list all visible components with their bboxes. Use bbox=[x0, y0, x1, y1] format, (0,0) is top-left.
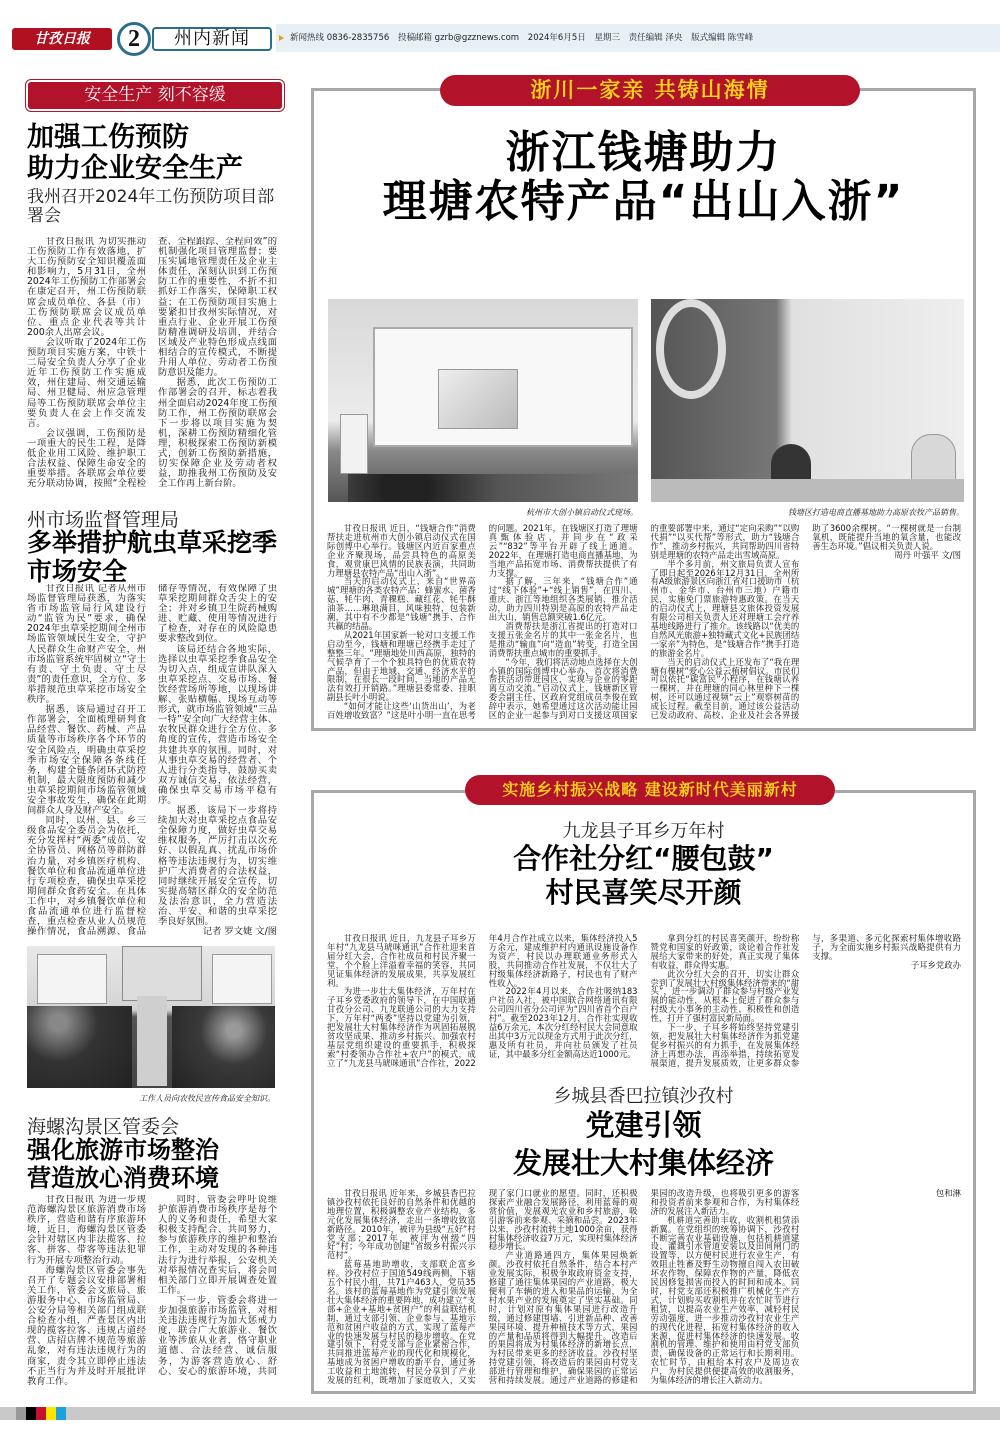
paragraph: 2022年4月以来，合作社吸纳183户社员入社，被中国联合网络通讯有限公司四川省分公司评为“四川省首个百户村”。截至2023年12月，合作社实现收益6万余元，本次分红经村民大会同意取出其中3万元以现金方式用于此次分红，惠及所有社员，并向社员颁发了社员证，其中最多分红金额高达近1000元。 bbox=[488, 986, 638, 1059]
paragraph: 海螺沟景区管委会事先召开了专题会议安排部署相关工作，管委会文旅局、旅游服务中心、市场监管局、公安分局等相关部门组成联合检查小组，严查景区内出现的揽客拉客、违规占道经营、店招店牌不规范等旅游乱象，对有违法违规行为的商家，责令其立即停止违法不正当行为并及时开展批评教育工作。 bbox=[27, 1264, 146, 1387]
paragraph: 据了解，三年来，“钱塘合作”通过“线下体验”+“线上销售”，在四川、重庆、浙江等地组织各类展销、推介活动，助力四川特别是高原的农特产品走出大山，销售总额突破1.6亿元。 bbox=[488, 576, 638, 623]
byline: 记者 罗文婕 文/图 bbox=[202, 926, 277, 938]
registration-swatch bbox=[16, 1407, 26, 1420]
photo-caption: 钱塘区打造电商直播基地助力高原农牧产品销售。 bbox=[788, 508, 964, 517]
editor: 责任编辑 泽央 bbox=[628, 33, 683, 43]
paragraph: 为进一步壮大集体经济，万年村在子耳乡党委政府的领导下，在中国联通甘孜分公司、九龙联通公司的大力支持下，万年村“两委”坚持以党建为引领，把发展壮大村集体经济作为巩固拓展脱贫攻坚成果、推动乡村振兴、加强农村基层党组织建设的重要抓手，积极探索“村委领办合作社+农户”的模式，成立了“九龙县马琥咪通讯”合作社，2022年4月合作社成立以来，集体经济投入5万余元，建成维护村内通讯设施设备作为资产，村民以办理联通业务形式入股，共同推动合作社发展，不仅壮大了村级集体经济新路子，村民也有了财产性收入。 bbox=[327, 934, 638, 1068]
headline-line: 营造放心消费环境 bbox=[27, 1164, 219, 1192]
registration-swatch bbox=[36, 1407, 46, 1420]
byline: 周丹 叶强平 文/图 bbox=[894, 549, 961, 560]
photo-livestream-studio bbox=[651, 299, 964, 502]
paragraph: 会议强调，工伤预防是一项重大的民生工程，是降低企业用工风险、维护职工合法权益、保障生命安全的重要举措。各联席会单位要充分联动协调，按照“全程检查、全程跟踪、全程问效”的机制强化项目管理监督；要压实属地管理责任及企业主体责任，深刻认识到工伤预防工作的重要性，不折不扣抓好工作落实，保障职工权益；在工伤预防项目实施上要紧扣甘孜州实际情况，对重点行业、企业开展工伤预防精准调研及培训，并结合区域及产业特色形成点线面相结合的宣传模式，不断提升用人单位、劳动者工伤预防意识及能力。 bbox=[27, 237, 277, 490]
headline-line: 助力企业安全生产 bbox=[27, 153, 243, 184]
headline bbox=[311, 842, 976, 910]
paragraph: 同时，管委会呼吁说维护旅游消费市场秩序是每个人的义务和责任，希望大家积极支持配合、共同努力，参与旅游秩序的维护和整治工作，主动对发现的各种违法行为进行举报，公安机关对举报情况查实后，将会同相关部门立即开展调查处置工作。 bbox=[158, 1195, 277, 1296]
hotline: 新闻热线 0836-2835756 bbox=[290, 33, 390, 43]
headline bbox=[311, 1106, 976, 1182]
section-title: 州内新闻 bbox=[152, 27, 272, 51]
headline-line: 党建引领 bbox=[585, 1108, 702, 1142]
photo-crowd-outdoor-meeting bbox=[27, 946, 275, 1088]
byline: 子耳乡党政办 bbox=[910, 959, 961, 970]
paragraph: 同时，以州、县、乡三级食品安全委员会为依托，充分发挥村“两委”成员、安全协管员、网格员等群防群治力量，对乡镇医疗机构、餐饮单位和食品流通单位进行专项检查，确保虫草采挖期间群众食药安全。在具体工作中，对乡镇餐饮单位和食品流通单位进行监督检查，重点检查从业人员规范操作情况，食品溯源、食品储存等情况，有效保障了虫草采挖期间群众舌尖上的安全；并对乡镇卫生院药械购进、贮藏、使用等情况进行了检查，对存在的风险隐患要求整改到位。 bbox=[27, 584, 277, 938]
kicker: 九龙县子耳乡万年村 bbox=[562, 821, 725, 842]
paragraph: 从2021年国家新一轮对口支援工作启动至今，钱塘和理塘已经携手走过了整整三年。“理塘地处川西高原，独特的气候孕育了一个个独具特色的优质农特产品，但由于地域、交通、经济水平的限制，在很长一段时间，当地的产品无法有效打开销路。”理塘县委常委、挂职副县长叶小明说。 bbox=[327, 629, 476, 703]
paragraph: 此次分红大会的召开，切实让群众尝到了发展壮大村级集体经济带来的“甜头”，进一步调动了群众参与村级产业发展的能动性，从根本上促进了群众参与村级大小事务的主动性、积极性和创造性，打开了强村富民新局面。 bbox=[650, 968, 800, 1024]
paragraph: 拿到分红的村民喜笑颜开，纷纷称赞党和国家的好政策，谈论着合作社发展给大家带来的好处，真正实现了集体有收益，群众得实惠。 bbox=[650, 934, 800, 970]
photo-launch-ceremony bbox=[328, 299, 638, 502]
photo-caption: 工作人员向农牧民宣传食品安全知识。 bbox=[139, 1094, 275, 1103]
column-banner: 安全生产 刻不容缓 bbox=[28, 82, 282, 109]
headline-line: 合作社分红“腰包鼓” bbox=[513, 842, 774, 875]
article-body bbox=[27, 1195, 277, 1395]
paragraph: 甘孜日报讯 为切实推动工伤预防工作有效落地，扩大工伤预防安全知识覆盖面和影响力，5月31日，全州2024年工伤预防工作部署会在康定召开，州工伤预防联席会成员单位、各县（市）工伤预防联席会议成员单位、重点企业代表等共计200余人出席会议。 bbox=[27, 237, 146, 338]
email: 投稿邮箱 gzrb@gzznews.com bbox=[397, 33, 520, 43]
kicker: 乡城县香巴拉镇沙孜村 bbox=[553, 1086, 734, 1107]
paragraph: “如何才能让这些‘山货出山’，为老百姓增收致富？”这是叶小明一直在思考的问题。2021年，在钱塘区打造了理塘真甄体验店，并同步在“政采云”“832”等平台开辟了线上通道。2022年，在理塘打造电商直播基地，为当地产品拓宽市场、消费帮扶提供了有力支撑。 bbox=[327, 524, 638, 721]
paragraph: 该局还结合各地实际，选择以虫草采挖季食品安全为切入点，组成宣讲队深入虫草采挖点、交易市场、餐饮经营场所等地，以现场讲解、张贴横幅、现场互动等形式，就市场监管领域“三品一特”安全向广大经营主体、农牧民群众进行全方位、多角度的宣传，营造市场安全共建共享的氛围。同时，对从事虫草交易的经营者、个人进行分类指导，鼓励买卖双方诚信交易，依法经营，确保虫草交易市场平稳有序。 bbox=[158, 643, 277, 806]
headline bbox=[27, 122, 243, 184]
article-body bbox=[327, 934, 961, 1072]
headline-line: 强化旅游市场整治 bbox=[27, 1136, 219, 1164]
headline-line: 村民喜笑尽开颜 bbox=[545, 876, 742, 909]
photo-caption: 杭州市大创小镇启动仪式现场。 bbox=[526, 508, 638, 517]
paragraph: 蓝莓基地助增收，支部联企富乡梓。沙孜村位于国道549线两侧，下辖五个村民小组，共71户463人，党员35名。该村的蓝莓基地作为党建引领发展壮大集体经济的重要阵地，成功建立“支部+企业+基地+贫困户”的利益联结机制，通过支部引领、企业参与、基地示范和贫困户收益的方式，实现了蓝莓产业的快速发展与村民的稳步增收。在党建引领下，村党支部与企业紧密合作，共同推进蓝莓产业的现代化和规模化，基地成为贫困户增收的新平台，通过务工收益和土地流转，村民分享到了产业发展的红利，既增加了家庭收入，又实现了家门口就业的愿望。同时，还积极探索产业融合发展路径，利用蓝莓的观赏价值，发展观光农业和乡村旅游，吸引游客前来参观、采摘和品尝。2023年以来，沙孜村流转土地1000余亩，获得村集体经济收益7万元，实现村集体经济稳步增长。 bbox=[327, 1189, 638, 1386]
feature-banner: 实施乡村振兴战略 建设新时代美丽新村 bbox=[465, 775, 835, 805]
article-body bbox=[327, 524, 961, 724]
date: 2024年6月5日 bbox=[527, 33, 586, 43]
paragraph: 当天的启动仪式上，来自“世界高城”理塘的各类农特产品：蜂蜜水、菌香菇、牦牛肉、青稞糕、藏红花、牦牛酥油茶……琳琅满目，风味独特，包装新潮，其中有不少都是“钱塘”携手、合作共赢的结晶。 bbox=[327, 576, 476, 631]
paragraph: 甘孜日报讯 记者从州市场监督管理局获悉，为落实省市场监管局行风建设行动“监管为民”要求，确保2024年虫草采挖期间全州市场监管领域民生安全，守护人民群众生命财产安全，州市场监管系统牢固树立“守土有责、守土负责、守土尽责”的责任意识，全方位、多举措规范虫草采挖市场安全秩序。 bbox=[27, 584, 146, 706]
article-body bbox=[27, 584, 277, 940]
paragraph: 甘孜日报讯 近日，“钱塘合作”消费帮扶走进杭州市大创小镇启动仪式在国际创博中心举行。钱塘区内近百家重点企业齐聚现场，品尝具特色的高原美食，观赏康巴风情的民族表演，共同助力理塘县农特产品“出山入浙”。 bbox=[327, 524, 476, 578]
paragraph: 会议听取了2024年工伤预防项目实施方案，中铁十二局安全负责人分享了企业近年工伤预防工作实施成效，州住建局、州交通运输局、州卫健局、州应急管理局等工伤预防联席会单位主要负责人在会上作交流发言。 bbox=[27, 336, 146, 429]
paragraph: 据悉，该局下一步将持续加大对虫草采挖点食品安全保障力度，做好虫草交易维权服务，严厉打击以次充好、以假乱真、扰乱市场价格等违法违规行为，切实维护广大消费者的合法权益，同时继续开展安全宣传，切实提高辖区群众的安全防范及法治意识，全力营造法治、平安、和谐的虫草采挖季良好氛围。 bbox=[158, 805, 277, 928]
paragraph: 甘孜日报讯 为进一步规范海螺沟景区旅游消费市场秩序，营造和谐有序旅游环境，近日，海螺沟景区管委会针对辖区内非法揽客、拉客、拼客、带客等违法犯罪行为开展专项整治行动。 bbox=[27, 1195, 146, 1266]
paragraph: 下一步，管委会将进一步加强旅游市场监管，对相关违法违规行为加大惩戒力度，联合广大旅游业、餐饮业等涉旅从业者，恪守职业道德、合法经营、诚信服务，为游客营造放心、舒心、安心的旅游环境，共同 bbox=[158, 1294, 277, 1377]
headline-line: 多举措护航虫草采挖季 bbox=[27, 528, 278, 557]
paragraph: 机耕道完善助丰收，收割机租赁添新翼。在党组织的统筹协调下，沙孜村不断完善农业基础设施，包括机耕道建设、灌溉引水管道安装以及田间闸门的设置等，以方便村民进行农业生产，有效阻止牲畜及野生动物擅自闯入农田破坏农作物，保障农作物的产量，降低农民因修复损害而投入的时间和成本。同时，村党支部还积极推广机械化生产方式，计划购买收割机并在农忙时节进行租赁，以提高农业生产效率，减轻村民劳动强度，进一步推动沙孜村农业生产的现代化进程，拓宽村集体经济的收入来源，促进村集体经济的快速发展。收割机的管理、维护和使用由村党支部负责，确保设备的正常运行和长期利用。农忙时节，由租给本村农户及周边农户，为村民提供便捷高效的收割服务，为集体经济的增长注入新动力。 bbox=[650, 1214, 800, 1386]
page-number: 2 bbox=[117, 22, 151, 56]
article-body bbox=[327, 1189, 961, 1389]
headline-line: 发展壮大村集体经济 bbox=[512, 1146, 774, 1180]
headline bbox=[27, 528, 277, 586]
paragraph: 甘孜日报讯 近年来，乡城县香巴拉镇沙孜村依托良好的自然条件和优越的地理位置，积极调整农业产业结构，多元化发展集体经济，走出一条增收致富新路径。2010年，被评为县级“五好”村党支部；2017年，被评为州级“四好”村；今年成功创建“省级乡村振兴示范村”。 bbox=[327, 1189, 476, 1261]
paragraph: 产业道路通四方，集体果园焕新颜。沙孜村依托自然条件，结合本村产业发展实际，积极争取政府资金支持，修建了通往集体果园的产业道路，极大便利了车辆的进入和果品的运输，为全村水果产业的发展奠定了坚实基础。同时，计划对原有集体果园进行改造升级，通过修建围墙、引进新品种、改善果园环境、提升种植技术等方式，果园的产量和品质将得到大幅提升。改造后的果园将成为村集体经济的新增长点，为村民带来更多的经济收益。沙孜村坚持党建引领，将改造后的果园由村党支部进行管理和维护，确保果园的正常运营和持续发展。通过产业道路的修建和果园的改造升级，也将吸引更多的游客和投资者前来参观和合作，为村集体经济的发展注入新活力。 bbox=[488, 1189, 800, 1386]
kicker: 海螺沟景区管委会 bbox=[27, 1116, 180, 1138]
paragraph: 半个多月前，州文旅局负责人宣布了即日起至2026年12月31日，全州所有A级旅游景区向浙江省对口援助市（杭州市、金华市、台州市三地）户籍市民，实施免门票旅游特惠政策。在当天的启动仪式上，理塘县文旅体投资发展有限公司相关负责人还对理塘工会疗养基地线路进行了推介。该线路以“优美的自然风光旅游+独特藏式文化+民族团结一家亲”为特色，是“钱塘合作”携手打造的旅游金名片。 bbox=[650, 558, 800, 658]
headline bbox=[27, 1136, 219, 1192]
headline-line: 理塘农特产品“出山入浙” bbox=[382, 176, 905, 227]
byline: 包和淋 bbox=[935, 1189, 961, 1198]
paragraph: 甘孜日报讯 近日，九龙县子耳乡万年村“九龙县马琥咪通讯”合作社迎来首届分红大会，合作社成员和村民齐聚一堂，个个脸上洋溢着幸福的笑容，共同见证集体经济的发展成果，共享发展红利。 bbox=[327, 934, 476, 988]
feature-banner: 浙川一家亲 共铸山海情 bbox=[440, 75, 860, 106]
headline-line: 加强工伤预防 bbox=[27, 122, 189, 153]
article-body bbox=[27, 237, 277, 493]
headline bbox=[311, 128, 976, 226]
paragraph: 据悉，此次工伤预防工作部署会的召开，标志着我州全面启动2024年度工伤预防工作，州工伤预防联席会下一步将以项目实施为契机，深耕工伤预防精细化管理，积极探索工伤预防新模式，创新工伤预防新措施，切实保障企业及劳动者权益，助推我州工伤预防及安全工作再上新台阶。 bbox=[158, 377, 277, 490]
headline-line: 市场安全 bbox=[27, 557, 128, 586]
newspaper-logo: 甘孜日报 bbox=[12, 28, 112, 50]
registration-swatch bbox=[46, 1407, 56, 1420]
weekday: 星期三 bbox=[594, 33, 620, 43]
divider bbox=[835, 790, 976, 793]
paragraph: 据悉，该局通过召开工作部署会，全面梳理研判食品经营、餐饮、药械、产品质量等市场秩序各个环节的安全风险点，明确虫草采挖季市场安全保障各条线任务，构建全链条闭环式防控机制，最大限度预防和减少虫草采挖期间市场监管领域安全事故发生，确保在此期间群众人身及财产安全。 bbox=[27, 704, 146, 817]
subheadline: 我州召开2024年工伤预防项目部署会 bbox=[27, 187, 275, 226]
paragraph: 下一步，子耳乡将始终坚持党建引领，把发展壮大村集体经济作为抓党建促乡村振兴的有力抓手，在发展集体经济上再想办法，再添举措，持续拓宽发展渠道，提升发展质效，让更多群众参与，多渠道、多元化探索村集体增收路子，为全面实施乡村振兴战略提供有力支撑。 bbox=[650, 934, 961, 1068]
registration-swatch bbox=[26, 1407, 36, 1420]
paragraph: “今年，我们将活动地点选择在大创小镇的国际创博中心举办，首次将消费帮扶活动带进园区，实现与企业的零距离互动交流。”启动仪式上，钱塘新区管委会副主任、区政府党组成员李俊在致辞中表示，她希望通过这次活动能让园区的企业一起参与到对口支援这项国家的重要部署中来，通过“定向采购”“以购代捐”“以买代帮”等形式，助力“钱塘合作”，推动乡村振兴，共同帮助四川省特别是理塘的农特产品走出雪域高原。 bbox=[488, 524, 800, 721]
masthead-info-strip bbox=[276, 24, 1000, 52]
headline-line: 浙江钱塘助力 bbox=[505, 127, 782, 178]
registration-swatch bbox=[56, 1407, 66, 1420]
color-registration-bar bbox=[0, 1407, 1000, 1420]
paragraph: 消费帮扶是浙江省提出的打造对口支援五张金名片的其中一张金名片，也是推动“输血”向“造血”转变，打造全国消费帮扶重点城市的重要抓手。 bbox=[488, 620, 638, 658]
layout-editor: 版式编辑 陈雪峰 bbox=[691, 33, 754, 43]
paragraph: 当天的启动仪式上还发布了“我在理塘有棵树”爱心公益云植树倡议。市民们可以依托“碳富民”小程序，在钱塘认养一棵树，并在理塘的同心林里种下一棵树，还可以通过视频“云上”观察树苗的成长过程。截至目前，通过该公益活动已发动政府、高校、企业及社会各界援助了3600余棵树。“一棵树就是一台制氧机，既能提升当地的氧含量，也能改善生态环境。”倡议相关负责人说。 bbox=[650, 524, 961, 721]
kicker: 州市场监督管理局 bbox=[27, 509, 180, 531]
